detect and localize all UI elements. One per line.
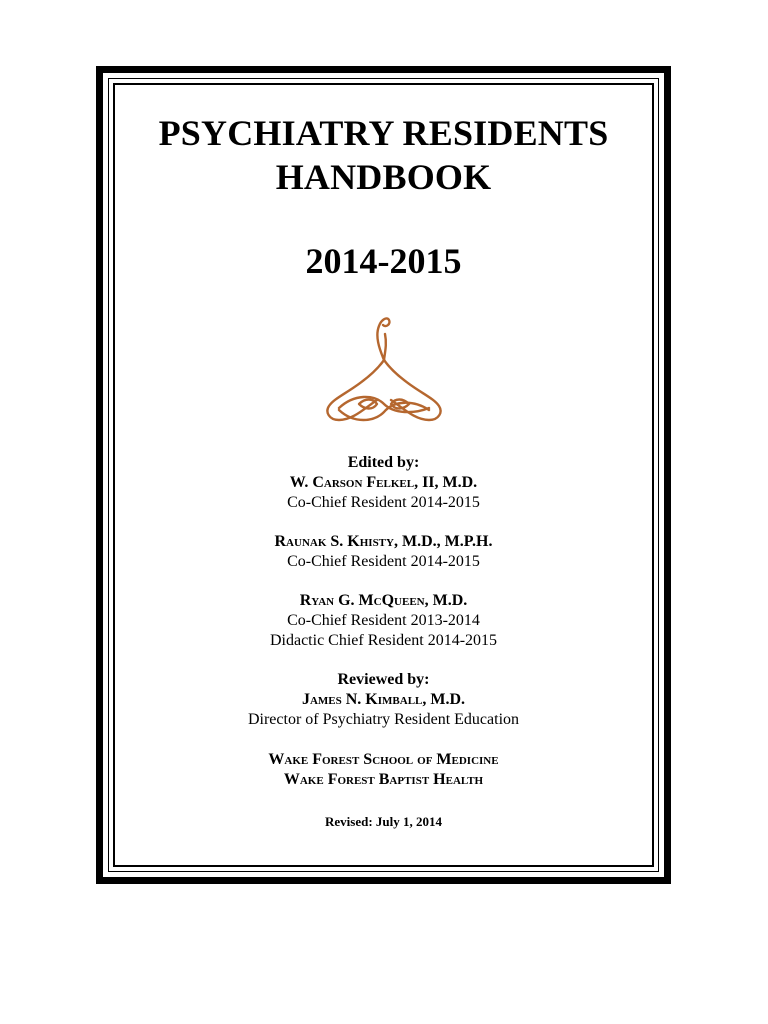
document-title xyxy=(96,111,671,199)
editor-role: Co-Chief Resident 2014-2015 xyxy=(287,494,480,511)
ornament-strokes xyxy=(327,318,440,420)
reviewer-name: James N. Kimball, M.D. xyxy=(301,691,466,708)
revised-date: Revised: July 1, 2014 xyxy=(325,814,442,829)
title-line-2: HANDBOOK xyxy=(275,157,492,197)
institutions-section xyxy=(96,750,671,790)
edited-by-label: Edited by: xyxy=(347,454,420,471)
academic-year: 2014-2015 xyxy=(305,241,462,281)
editor-name: Ryan G. McQueen, M.D. xyxy=(299,592,468,609)
title-line-1: PSYCHIATRY RESIDENTS xyxy=(158,113,609,153)
editor-name: Raunak S. Khisty, M.D., M.P.H. xyxy=(274,533,493,550)
flourish-ornament-icon xyxy=(319,308,449,428)
editor-role: Didactic Chief Resident 2014-2015 xyxy=(269,632,498,649)
reviewer-role: Director of Psychiatry Resident Education xyxy=(247,711,520,728)
institution-name: Wake Forest Baptist Health xyxy=(283,771,484,788)
editors-section xyxy=(96,453,671,651)
reviewer-section xyxy=(96,670,671,730)
editor-name: W. Carson Felkel, II, M.D. xyxy=(289,474,478,491)
editor-role: Co-Chief Resident 2013-2014 xyxy=(287,612,480,629)
cover-content xyxy=(96,66,671,830)
institution-name: Wake Forest School of Medicine xyxy=(268,751,499,768)
editor-role: Co-Chief Resident 2014-2015 xyxy=(287,553,480,570)
reviewed-by-label: Reviewed by: xyxy=(337,671,430,688)
